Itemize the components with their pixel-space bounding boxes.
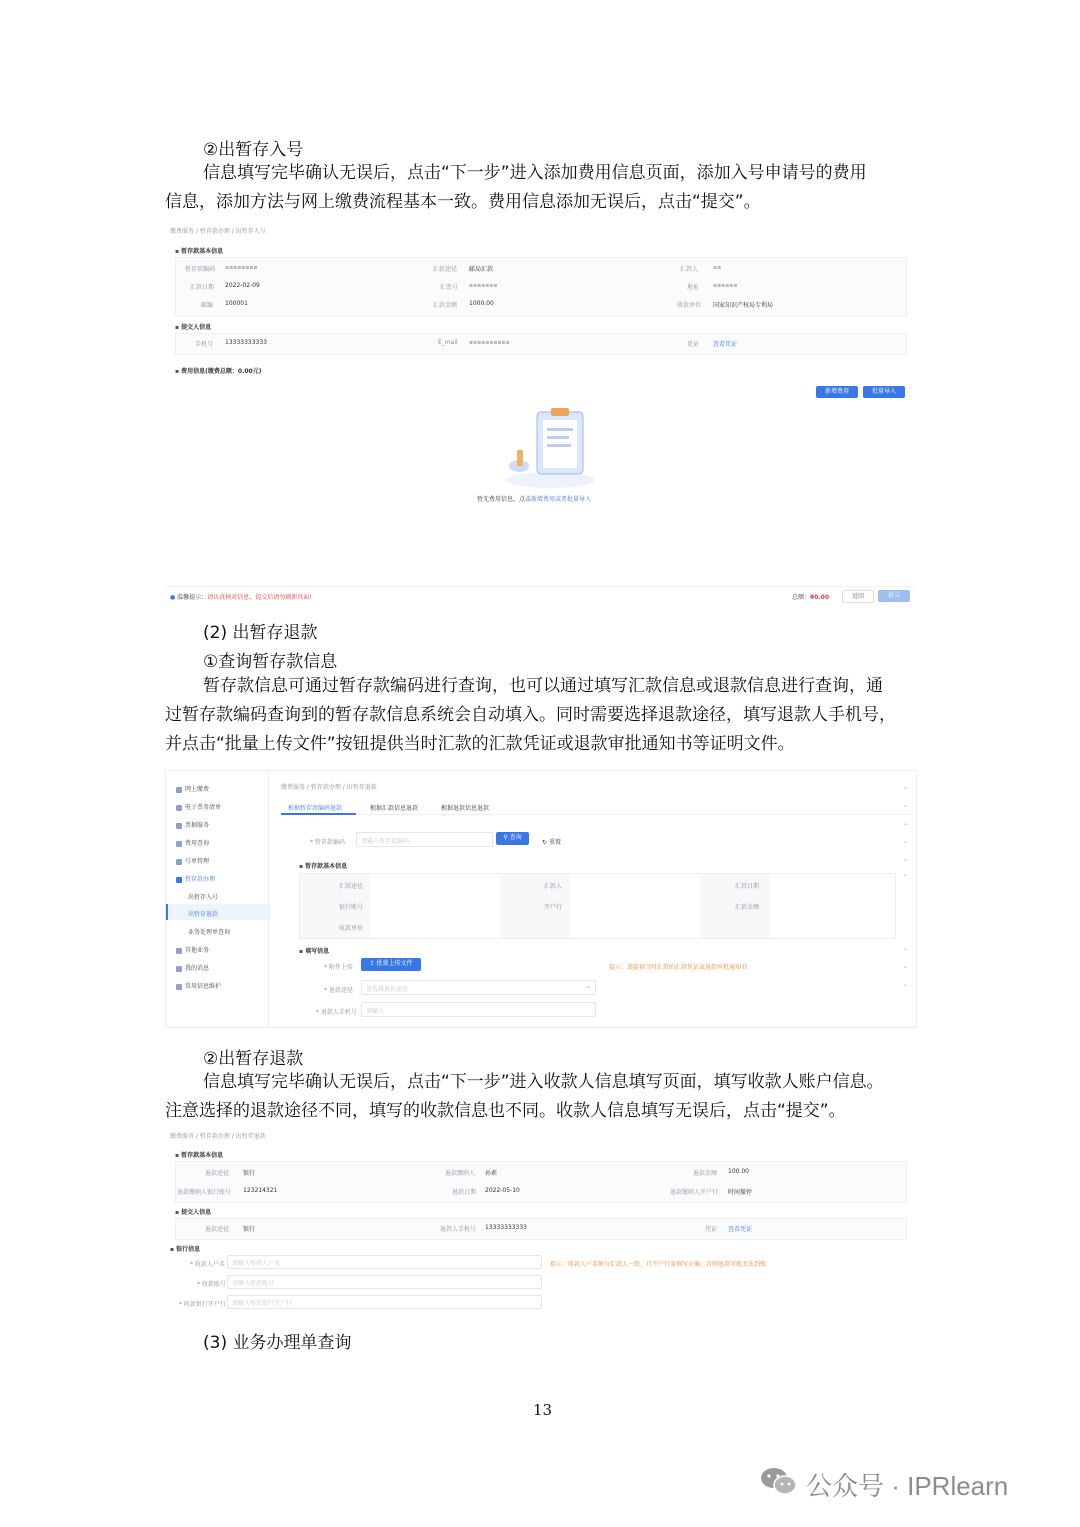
chevron-down-icon: ⌄ xyxy=(902,981,908,988)
label-remit-amount: 汇款金额 xyxy=(433,302,458,309)
paragraph-2-line-1: 暂存款信息可通过暂存款编码进行查询，也可以通过填写汇款信息或退款信息进行查询，通 xyxy=(203,676,883,696)
reset-label: 重置 xyxy=(548,839,561,846)
value-payer-account: 123214321 xyxy=(243,1187,278,1194)
query-label: 查询 xyxy=(509,834,522,841)
chevron-down-icon: ⌄ xyxy=(902,838,908,845)
tab-by-deposit-code[interactable]: 根据暂存款编码退款 xyxy=(288,805,343,812)
clipboard-illustration-icon xyxy=(495,402,605,492)
footer-tip-label: 温馨提示： xyxy=(177,594,208,601)
deposit-info-table xyxy=(299,873,896,939)
heading-out-deposit-number: ②出暂存入号 xyxy=(203,140,304,160)
bell-icon xyxy=(176,966,182,972)
sidebar-label: 网上缴费 xyxy=(185,786,210,793)
label-text: 退款人手机号 xyxy=(320,1009,357,1016)
add-fee-label: 新增费用 xyxy=(824,388,849,395)
empty-link-add-fee[interactable]: 新增费用或者 xyxy=(531,496,568,503)
label-text: 收款账号 xyxy=(201,1281,226,1288)
label-text: 退款途径 xyxy=(328,987,353,994)
chevron-up-icon: ⌃ xyxy=(902,874,908,881)
heading-business-query: (3) 业务办理单查询 xyxy=(203,1333,352,1353)
paragraph-3-line-2: 注意选择的退款途径不同，填写的收款信息也不同。收款人信息填写无误后，点击“提交”。 xyxy=(165,1101,846,1121)
receipt-icon xyxy=(176,823,182,829)
label-text: 暂存款编码 xyxy=(314,839,345,846)
section-title-fee: ▪ 费用信息(缴费总额：0.00元) xyxy=(175,366,261,375)
payee-account-input[interactable] xyxy=(227,1275,542,1289)
add-fee-button[interactable] xyxy=(816,386,858,398)
breadcrumb: 缴费服务 / 暂存款办理 / 出暂存入号 xyxy=(170,228,266,235)
sidebar-item-online-payment[interactable] xyxy=(176,784,209,793)
label-remit-way: 汇款途径 xyxy=(339,883,364,890)
label-payee: 收款单位 xyxy=(339,925,364,932)
refund-basic-grid xyxy=(175,1161,907,1203)
section-title-submitter: ▪ 提交人信息 xyxy=(175,322,211,331)
label-payee-account: * 收款账号 xyxy=(197,1281,226,1288)
query-button[interactable] xyxy=(496,832,529,845)
sidebar-item-fee-query[interactable] xyxy=(176,838,209,847)
watermark-text: 公众号 · IPRlearn xyxy=(806,1471,1009,1501)
total-label: 总额： xyxy=(792,594,811,601)
label-address: 地址 xyxy=(687,284,700,291)
page-number: 13 xyxy=(533,1401,553,1419)
link-view-voucher[interactable]: 查看凭证 xyxy=(728,1226,753,1233)
label-bank-account: 银行账号 xyxy=(339,904,364,911)
payee-bank-input[interactable] xyxy=(227,1295,542,1309)
batch-import-button[interactable] xyxy=(863,386,905,398)
total-amount xyxy=(792,592,829,601)
value-refund-phone: 13333333333 xyxy=(485,1224,527,1231)
payee-name-input[interactable] xyxy=(227,1255,542,1269)
screenshot-out-refund-query xyxy=(165,770,917,1028)
refund-way-select[interactable] xyxy=(361,980,596,995)
section-title-basic: ▪ 暂存款基本信息 xyxy=(175,246,223,255)
empty-link-batch-import[interactable]: 批量导入 xyxy=(567,496,592,503)
label-text: 附件上传 xyxy=(328,964,353,971)
label-remitter: 汇款人 xyxy=(680,266,699,273)
paragraph-3-line-1: 信息填写完毕确认无误后，点击“下一步”进入收款人信息填写页面，填写收款人账户信息。 xyxy=(203,1072,884,1092)
upload-label: 批量上传文件 xyxy=(376,960,413,967)
value-address: ▪▪▪▪▪▪ xyxy=(713,282,738,289)
label-payee-bank: * 收款银行开户行 xyxy=(179,1301,226,1308)
back-label: 返回 xyxy=(851,593,864,600)
sidebar-item-common-info[interactable] xyxy=(176,981,221,990)
chevron-down-icon: ⌄ xyxy=(902,856,908,863)
search-icon: ⚲ xyxy=(503,834,508,841)
link-view-voucher[interactable]: 查看凭证 xyxy=(713,341,738,348)
label-refund-way: * 退款途径 xyxy=(324,987,353,994)
label-refund-payer: 退款缴纳人 xyxy=(445,1170,476,1177)
search-doc-icon xyxy=(176,841,182,847)
upload-icon: ⇪ xyxy=(369,960,375,967)
sidebar-item-deposit[interactable] xyxy=(176,874,215,883)
tab-by-remittance[interactable]: 根据汇款信息退款 xyxy=(370,805,419,812)
empty-state-text xyxy=(477,494,591,503)
value-deposit-code: ▪▪▪▪▪▪▪▪ xyxy=(225,264,258,271)
deposit-code-input[interactable] xyxy=(356,832,493,847)
label-refund-amount: 退款金额 xyxy=(693,1170,718,1177)
label-refund-way-2: 退款途径 xyxy=(205,1226,230,1233)
tab-by-refund[interactable]: 根据退款信息退款 xyxy=(441,805,490,812)
sidebar-label: 票据服务 xyxy=(185,822,210,829)
value-remit-way: 邮局汇款 xyxy=(469,266,494,273)
label-text: 收款人户名 xyxy=(194,1261,225,1268)
paragraph-2-line-2: 过暂存款编码查询到的暂存款信息系统会自动填入。同时需要选择退款途径，填写退款人手机号， xyxy=(165,705,896,725)
batch-import-label: 批量导入 xyxy=(871,388,896,395)
value-remitter: ▪▪ xyxy=(713,264,722,271)
sidebar-label: 费用查询 xyxy=(185,840,210,847)
submit-label: 提交 xyxy=(887,592,900,599)
value-phone: 13333333333 xyxy=(225,339,267,346)
placeholder: 请输入收款账号 xyxy=(232,1280,275,1287)
label-phone: 手机号 xyxy=(195,341,214,348)
label-draft-number: 汇票号 xyxy=(440,284,459,291)
grid-icon xyxy=(176,948,182,954)
value-refund-way: 银行 xyxy=(243,1170,256,1177)
settings-icon xyxy=(176,984,182,990)
screenshot-refund-payee xyxy=(165,1130,915,1312)
chevron-down-icon: ⌄ xyxy=(902,963,908,970)
value-refund-payer: 孙素 xyxy=(485,1170,498,1177)
sidebar-label: 电子票务清单 xyxy=(185,804,222,811)
reset-button[interactable] xyxy=(542,837,561,846)
sidebar-label: 暂存款办理 xyxy=(185,876,216,883)
sidebar-label: 号单管理 xyxy=(185,858,210,865)
sidebar-subitem-out-deposit-number[interactable] xyxy=(188,892,218,901)
heading-refund: (2) 出暂存退款 xyxy=(203,623,318,643)
breadcrumb: 缴费服务 / 暂存款办理 / 出暂存退款 xyxy=(281,784,377,791)
label-attachment: * 附件上传 xyxy=(324,964,353,971)
chevron-down-icon: ⌄ xyxy=(902,820,908,827)
section-title-basic: ▪ 暂存款基本信息 xyxy=(175,1150,223,1159)
value-remit-date: 2022-02-09 xyxy=(225,282,260,289)
placeholder: 请输入收款银行开户行 xyxy=(232,1300,293,1307)
label-refund-date: 退款日期 xyxy=(452,1189,477,1196)
value-remit-amount: 1000.00 xyxy=(469,300,494,307)
sidebar-subitem-business-query[interactable] xyxy=(188,927,230,936)
label-refund-way: 退款途径 xyxy=(205,1170,230,1177)
refund-phone-input[interactable] xyxy=(361,1002,596,1017)
sidebar-item-messages[interactable] xyxy=(176,963,209,972)
value-postcode: 100001 xyxy=(225,300,248,307)
label-payee: 收款单位 xyxy=(677,302,702,309)
upload-tip: 提示：请提供当时汇款的汇款凭证或退款审批通知书 xyxy=(609,964,748,971)
breadcrumb: 缴费服务 / 暂存款办理 / 出暂存退款 xyxy=(170,1133,266,1140)
section-title-bank: ▪ 银行信息 xyxy=(170,1244,200,1253)
total-value: ¥0.00 xyxy=(810,594,829,601)
label-amount: 汇款金额 xyxy=(735,904,760,911)
screenshot-out-deposit-number xyxy=(165,222,915,610)
paragraph-2-line-3: 并点击“批量上传文件”按钮提供当时汇款的汇款凭证或退款审批通知书等证明文件。 xyxy=(165,734,795,754)
placeholder: 请输入暂存款编码 xyxy=(361,838,410,845)
sidebar-item-number-management[interactable] xyxy=(176,856,209,865)
label-bank: 开户行 xyxy=(544,904,563,911)
label-deposit-code: 暂存款编码 xyxy=(185,266,216,273)
label-remit-date: 汇款日期 xyxy=(190,284,215,291)
chevron-down-icon: ⌄ xyxy=(902,802,908,809)
chevron-down-icon: ⌄ xyxy=(585,983,591,990)
active-tab-underline xyxy=(281,813,356,815)
paragraph-1-line-2: 信息，添加方法与网上缴费流程基本一致。费用信息添加无误后，点击“提交”。 xyxy=(165,192,761,212)
empty-text: 暂无费用信息，点击 xyxy=(477,496,532,503)
sidebar-label: 出暂存退款 xyxy=(188,911,219,918)
label-remit-date: 汇款日期 xyxy=(735,883,760,890)
wechat-logo-icon xyxy=(760,1466,798,1496)
sidebar-item-receipt[interactable] xyxy=(176,820,209,829)
label-payer-bank: 退款缴纳人开户行 xyxy=(670,1189,719,1196)
value-payer-bank: 时间撤停 xyxy=(728,1189,753,1196)
chevron-down-icon: ⌄ xyxy=(902,784,908,791)
heading-refund-2: ②出暂存退款 xyxy=(203,1049,304,1069)
paragraph-1-line-1: 信息填写完毕确认无误后，点击“下一步”进入添加费用信息页面，添加入号申请号的费用 xyxy=(203,163,867,183)
refresh-icon: ↻ xyxy=(542,839,548,846)
section-title-submitter: ▪ 提交人信息 xyxy=(175,1207,211,1216)
placeholder: 请输入收款人户名 xyxy=(232,1260,281,1267)
label-payer-account: 退款缴纳人银行账号 xyxy=(177,1189,232,1196)
footer-tip: ● 温馨提示：请认真核对信息，提交后请勿刷新页面! xyxy=(170,594,312,601)
value-refund-date: 2022-05-10 xyxy=(485,1187,520,1194)
sidebar-subitem-out-refund[interactable] xyxy=(188,909,218,918)
sidebar-label: 我的消息 xyxy=(185,965,210,972)
value-email: ▪▪▪▪▪▪▪▪▪▪ xyxy=(469,339,510,346)
list-icon xyxy=(176,805,182,811)
label-text: 收款银行开户行 xyxy=(183,1301,226,1308)
value-refund-amount: 100.00 xyxy=(728,1168,749,1175)
sidebar-item-e-ticket[interactable] xyxy=(176,802,221,811)
folder-icon xyxy=(176,859,182,865)
basic-info-grid xyxy=(175,257,907,317)
placeholder: 请输入 xyxy=(366,1008,385,1015)
label-email: E_mail xyxy=(438,339,458,346)
submit-button[interactable] xyxy=(878,590,910,602)
submitter-grid xyxy=(175,1218,907,1240)
value-payee: 国家知识产权局专利局 xyxy=(713,302,774,309)
sidebar-label: 常用信息维护 xyxy=(185,983,222,990)
label-remitter: 汇款人 xyxy=(544,883,563,890)
label-refund-phone: * 退款人手机号 xyxy=(316,1009,357,1016)
label-refund-phone: 退款人手机号 xyxy=(440,1226,477,1233)
value-refund-way-2: 银行 xyxy=(243,1226,256,1233)
placeholder: 请选择退款途径 xyxy=(366,986,409,993)
sidebar-item-other[interactable] xyxy=(176,945,209,954)
sidebar-label: 出暂存入号 xyxy=(188,894,219,901)
label-voucher: 凭证 xyxy=(705,1226,718,1233)
back-button[interactable] xyxy=(842,590,874,603)
wallet-icon xyxy=(176,787,182,793)
section-title-basic: ▪ 暂存款基本信息 xyxy=(299,861,347,870)
sidebar-label: 其他业务 xyxy=(185,947,210,954)
label-payee-name: * 收款人户名 xyxy=(190,1261,225,1268)
bank-tip: 提示：收款人户名须与汇款人一致，且开户行需填写正确，否则退款可能无法到账 xyxy=(550,1261,767,1268)
label-postcode: 邮编 xyxy=(201,302,214,309)
heading-query: ①查询暂存款信息 xyxy=(203,652,338,672)
chevron-down-icon: ⌄ xyxy=(902,945,908,952)
section-title-fill: ▪ 填写信息 xyxy=(299,946,329,955)
footer-tip-text: 请认真核对信息，提交后请勿刷新页面! xyxy=(207,594,312,601)
label-voucher: 凭证 xyxy=(687,341,700,348)
value-draft-number: ▪▪▪▪▪▪▪ xyxy=(469,282,498,289)
submitter-grid xyxy=(175,333,907,355)
label-remit-way: 汇款途径 xyxy=(433,266,458,273)
sidebar-label: 业务处理单查询 xyxy=(188,929,231,936)
label-deposit-code: * 暂存款编码 xyxy=(310,839,345,846)
batch-upload-button[interactable] xyxy=(361,958,421,971)
deposit-icon xyxy=(176,877,182,883)
